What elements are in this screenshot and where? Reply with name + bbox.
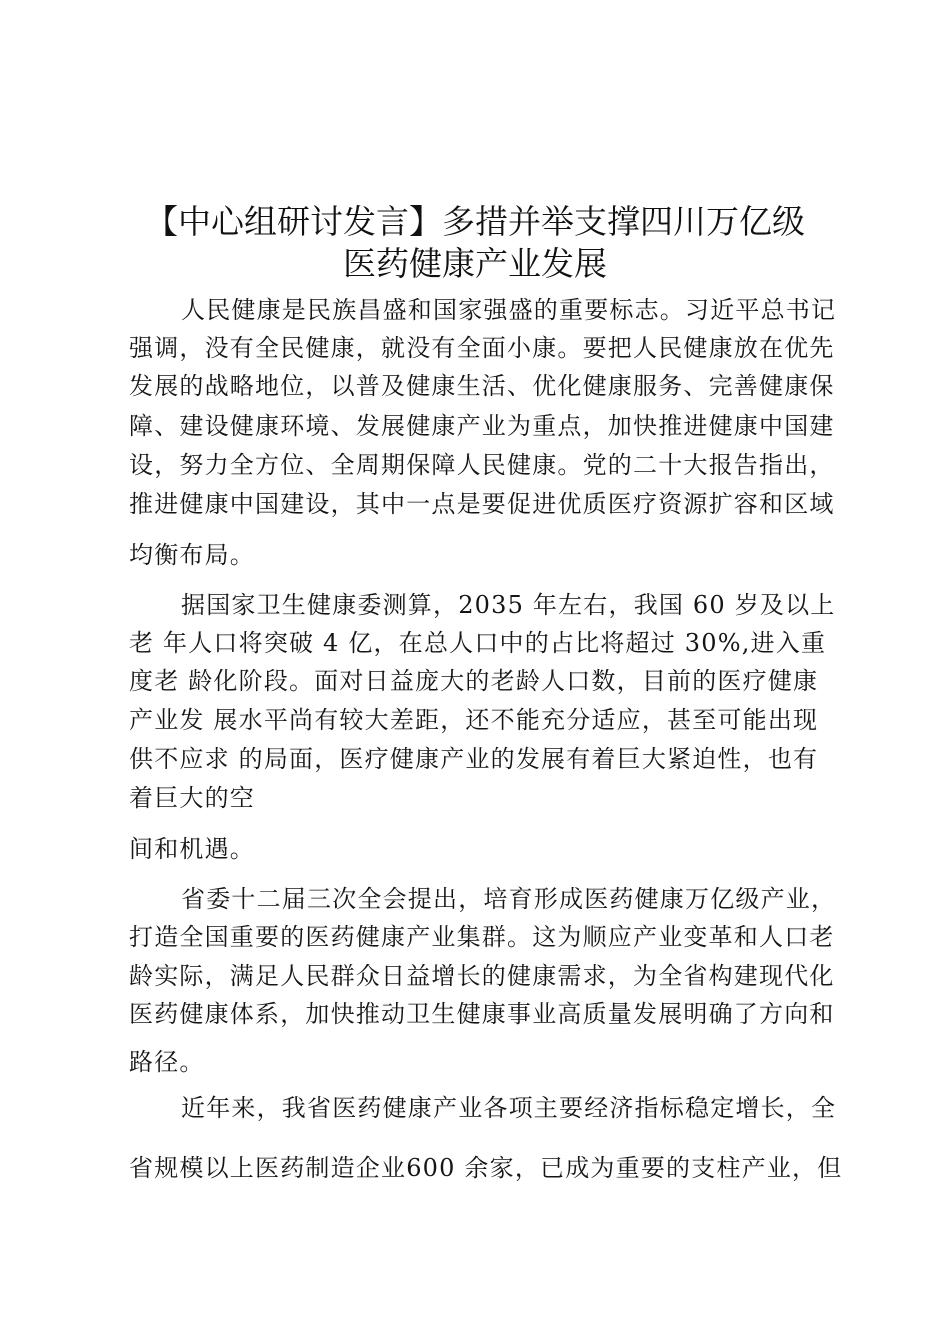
paragraph-2-line: 间和机遇。 [129, 835, 255, 863]
paragraph-1-line: 人民健康是民族昌盛和国家强盛的重要标志。习近平总书记 [181, 296, 837, 324]
paragraph-2-line: 据国家卫生健康委测算，2035 年左右，我国 60 岁及以上 [181, 591, 836, 619]
document-title-line-1: 【中心组研讨发言】多措并举支撑四川万亿级 [145, 202, 805, 241]
paragraph-1-line: 均衡布局。 [129, 541, 255, 569]
paragraph-1-line: 障、建设健康环境、发展健康产业为重点，加快推进健康中国建 [129, 412, 835, 440]
paragraph-2-line: 产业发 展水平尚有较大差距，还不能充分适应，甚至可能出现 [129, 706, 819, 734]
paragraph-3-line: 龄实际，满足人民群众日益增长的健康需求，为全省构建现代化 [129, 962, 835, 990]
paragraph-3-line: 省委十二届三次全会提出，培育形成医药健康万亿级产业， [181, 885, 837, 913]
paragraph-4-line: 省规模以上医药制造企业600 余家，已成为重要的支柱产业，但 [129, 1154, 843, 1182]
paragraph-2-line: 老 年人口将突破 4 亿，在总人口中的占比将超过 30%,进入重 [129, 629, 827, 657]
paragraph-1-line: 发展的战略地位，以普及健康生活、优化健康服务、完善健康保 [129, 372, 835, 400]
paragraph-4-line: 近年来，我省医药健康产业各项主要经济指标稳定增长，全 [181, 1094, 837, 1122]
paragraph-1-line: 推进健康中国建设，其中一点是要促进优质医疗资源扩容和区域 [129, 490, 835, 518]
paragraph-1-line: 强调，没有全民健康，就没有全面小康。要把人民健康放在优先 [129, 334, 835, 362]
paragraph-3-line: 医药健康体系，加快推动卫生健康事业高质量发展明确了方向和 [129, 1000, 835, 1028]
paragraph-2-line: 着巨大的空 [129, 784, 255, 812]
paragraph-2-line: 度老 龄化阶段。面对日益庞大的老龄人口数，目前的医疗健康 [129, 667, 819, 695]
paragraph-2-line: 供不应求 的局面，医疗健康产业的发展有着巨大紧迫性，也有 [129, 745, 819, 773]
document-title-line-2: 医药健康产业发展 [343, 244, 607, 283]
paragraph-1-line: 设，努力全方位、全周期保障人民健康。党的二十大报告指出， [129, 451, 835, 479]
paragraph-3-line: 路径。 [129, 1048, 205, 1076]
paragraph-3-line: 打造全国重要的医药健康产业集群。这为顺应产业变革和人口老 [129, 923, 835, 951]
